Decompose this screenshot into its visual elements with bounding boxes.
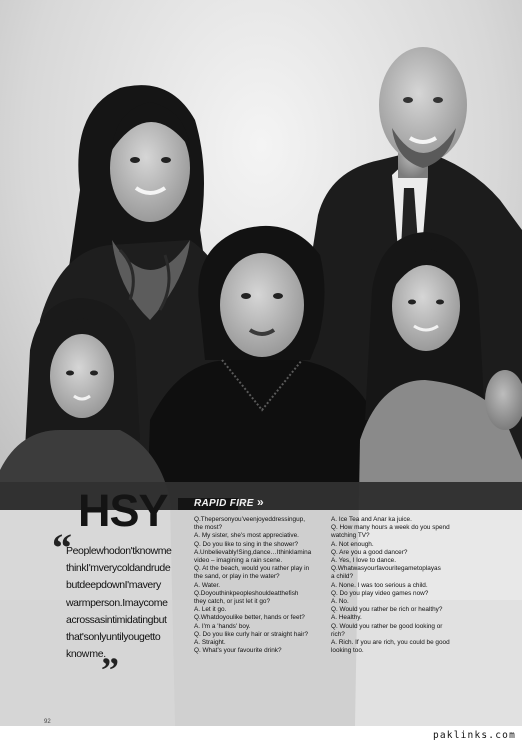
qa-line: A.Unbelievably!Sing,dance…IthinkIamina bbox=[194, 548, 312, 556]
qa-line: A. Water. bbox=[194, 581, 221, 589]
qa-line: Q. Do you like to sing in the shower? bbox=[194, 540, 299, 548]
qa-line: A. My sister, she's most appreciative. bbox=[194, 532, 299, 540]
article-title: HSY bbox=[78, 485, 168, 536]
qa-line: Q.Whatdoyoulike better, hands or feet? bbox=[194, 614, 305, 622]
qa-line: rich? bbox=[331, 630, 345, 638]
qa-line: Q. At the beach, would you rather play in bbox=[194, 565, 310, 573]
pull-quote-line: Peoplewhodon'tknowme bbox=[66, 545, 172, 557]
qa-line: A. Healthy. bbox=[331, 614, 362, 622]
qa-line: watching TV? bbox=[331, 532, 370, 540]
qa-line: the sand, or play in the water? bbox=[194, 573, 280, 581]
section-label: RAPID FIRE bbox=[194, 498, 254, 509]
qa-line: Q. Would you rather be rich or healthy? bbox=[331, 606, 443, 614]
qa-line: Q.Thepersonyou'veenjoyeddressingup, bbox=[194, 516, 305, 523]
site-watermark: paklinks.com bbox=[432, 730, 516, 741]
qa-line: A. None. I was too serious a child. bbox=[331, 581, 428, 589]
qa-line: a child? bbox=[331, 573, 354, 581]
qa-column-right bbox=[331, 516, 481, 655]
pull-quote-line: that'sonlyuntilyougetto bbox=[66, 631, 161, 644]
qa-line: A. I'm a 'hands' boy. bbox=[194, 622, 251, 630]
qa-line: Q. Would you rather be good looking or bbox=[331, 622, 443, 630]
qa-line: A. Ice Tea and Anar ka juice. bbox=[331, 516, 412, 523]
qa-line: the most? bbox=[194, 524, 223, 532]
qa-line: A. Not enough. bbox=[331, 540, 374, 548]
qa-line: A. Straight. bbox=[194, 639, 226, 647]
qa-line: Q. Are you a good dancer? bbox=[331, 548, 408, 556]
qa-line: they catch, or just let it go? bbox=[194, 598, 271, 606]
qa-line: A. Rich. If you are rich, you could be good bbox=[331, 639, 450, 647]
qa-line: Q. How many hours a week do you spend bbox=[331, 524, 450, 532]
qa-line: Q. What's your favourite drink? bbox=[194, 647, 282, 655]
qa-column-left bbox=[194, 516, 328, 655]
pull-quote-line: butdeepdownI'mavery bbox=[66, 579, 161, 592]
qa-line: A. No. bbox=[331, 598, 349, 606]
open-quote-icon: “ bbox=[52, 525, 72, 570]
qa-line: video – imagining a rain scene. bbox=[194, 557, 283, 565]
qa-line: Q.Doyouthinkpeopleshouldeatthefish bbox=[194, 589, 299, 597]
pull-quote-line: warmperson.Imaycome bbox=[66, 596, 168, 609]
page-number: 92 bbox=[44, 719, 51, 725]
pull-quote bbox=[66, 543, 192, 663]
qa-line: Q. Do you play video games now? bbox=[331, 589, 429, 597]
qa-line: looking too. bbox=[331, 647, 364, 655]
pull-quote-line: thinkI'mverycoldandrude bbox=[66, 562, 171, 575]
qa-line: Q. Do you like curly hair or straight hair? bbox=[194, 630, 309, 638]
pull-quote-line: acrossasintimidatingbut bbox=[66, 613, 167, 626]
close-quote-icon: ” bbox=[101, 650, 119, 690]
pull-quote-line: know me. bbox=[66, 648, 106, 661]
qa-line: A. Yes, I love to dance. bbox=[331, 557, 397, 565]
qa-line: Q.Whatwasyourfavouritegametoplayas bbox=[331, 565, 441, 573]
double-chevron-icon: » bbox=[257, 495, 264, 509]
qa-line: A. Let it go. bbox=[194, 606, 227, 614]
